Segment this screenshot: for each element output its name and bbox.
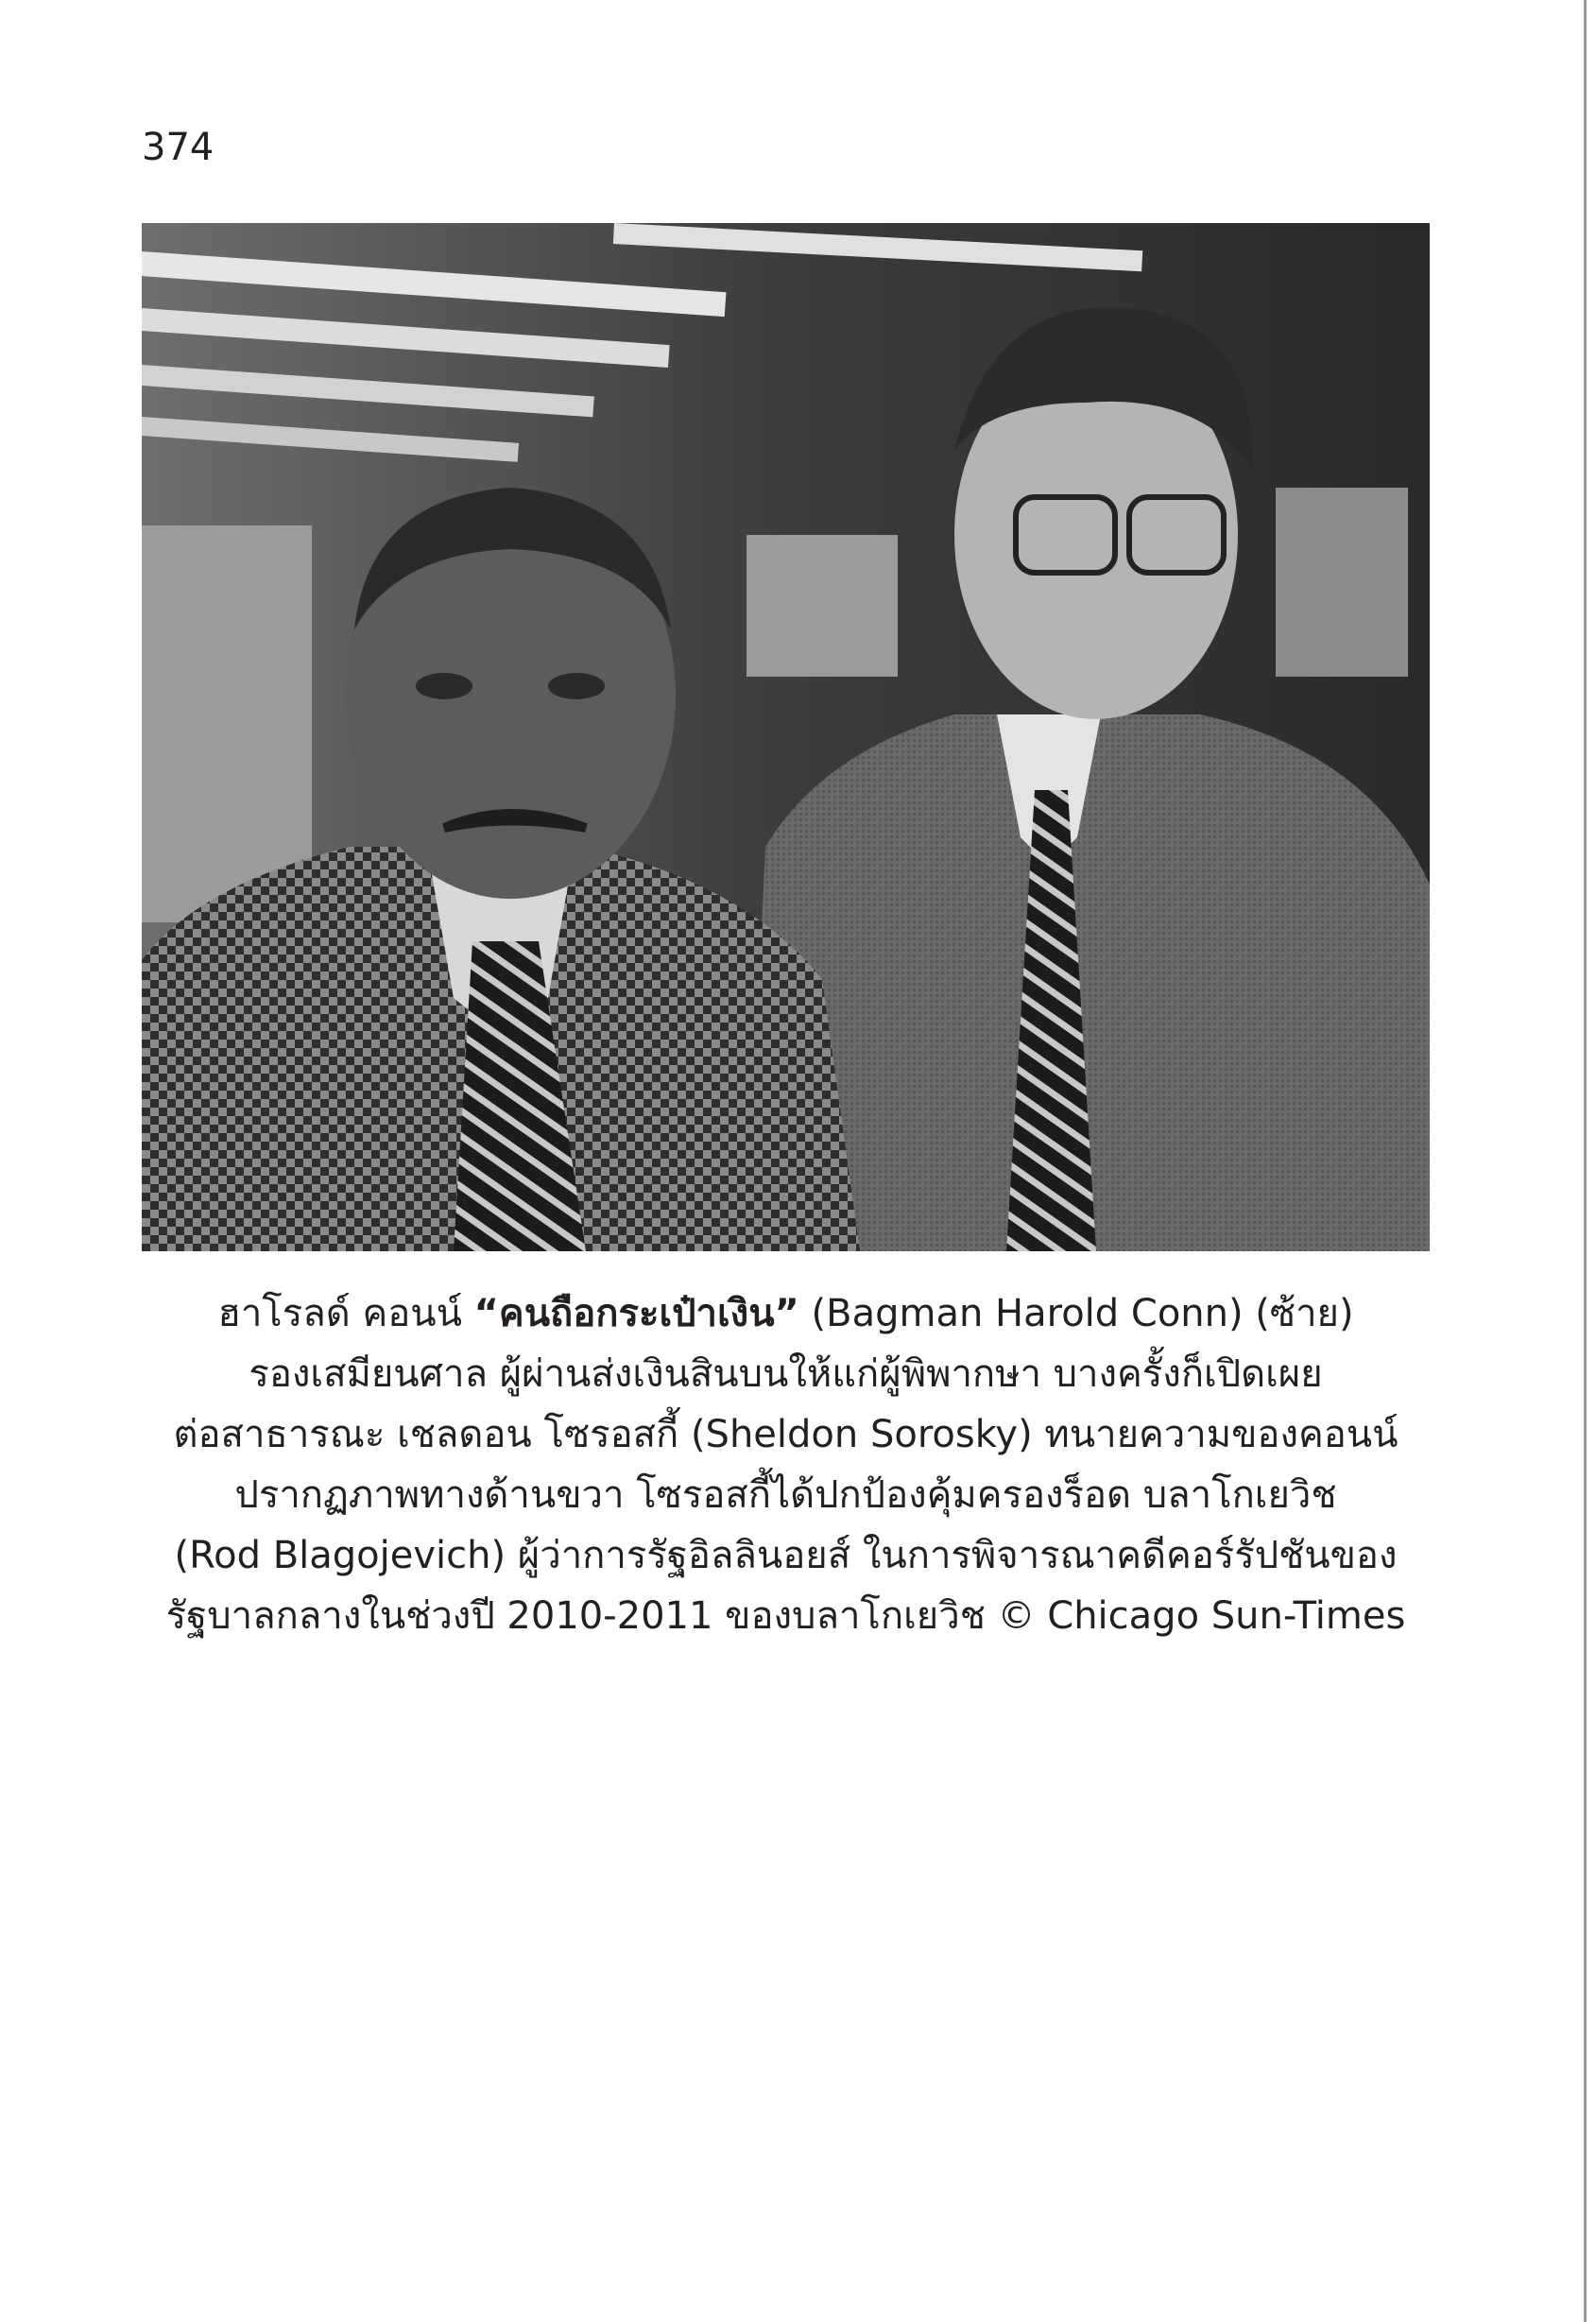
photo-caption — [142, 1283, 1430, 1646]
caption-line-4: ปรากฏภาพทางด้านขวา โซรอสกี้ได้ปกป้องคุ้มครองร็อด บลาโกเยวิช — [234, 1473, 1337, 1517]
caption-line-5: (Rod Blagojevich) ผู้ว่าการรัฐอิลลินอยส์ ในการพิจารณาคดีคอร์รัปชันของ — [174, 1534, 1398, 1577]
caption-line-6: รัฐบาลกลางในช่วงปี 2010-2011 ของบลาโกเยวิช © Chicago Sun-Times — [165, 1594, 1406, 1638]
page-number: 374 — [142, 126, 215, 169]
caption-line-1-start: ฮาโรลด์ คอนน์ — [217, 1292, 474, 1335]
caption-bold-quote: “คนถือกระเป๋าเงิน” — [473, 1292, 799, 1335]
caption-line-2: รองเสมียนศาล ผู้ผ่านส่งเงินสินบนให้แก่ผู้พิพากษา บางครั้งก็เปิดเผย — [249, 1352, 1323, 1396]
caption-line-1 — [142, 1283, 1430, 1344]
caption-line-3: ต่อสาธารณะ เชลดอน โซรอสกี้ (Sheldon Sorosky) ทนายความของคอนน์ — [173, 1413, 1399, 1456]
photo-two-men — [142, 223, 1430, 1251]
caption-line-1-end: (Bagman Harold Conn) (ซ้าย) — [798, 1292, 1354, 1335]
page-edge-line — [1584, 0, 1587, 2322]
